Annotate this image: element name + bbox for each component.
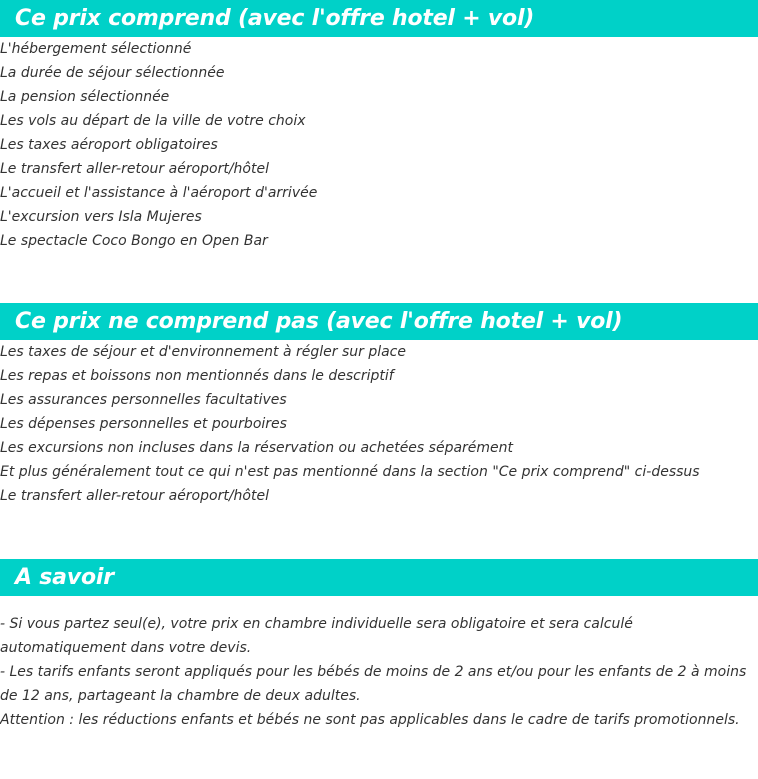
includes-list: [0, 37, 758, 253]
a-savoir-content: [0, 612, 758, 732]
list-item: L'hébergement sélectionné: [0, 41, 192, 57]
a-savoir-paragraph: - Les tarifs enfants seront appliqués pour les bébés de moins de 2 ans et/ou pour les enfants de 2 à moins de 12 ans, partageant la chambre de deux adultes.: [0, 664, 747, 704]
a-savoir-paragraph: - Si vous partez seul(e), votre prix en chambre individuelle sera obligatoire et sera calculé automatiquement dans votre devis.: [0, 616, 633, 656]
list-item: La pension sélectionnée: [0, 89, 170, 105]
a-savoir-paragraph: Attention : les réductions enfants et bébés ne sont pas applicables dans le cadre de tarifs promotionnels.: [0, 712, 740, 728]
list-item: Et plus généralement tout ce qui n'est pas mentionné dans la section "Ce prix comprend" ci-dessus: [0, 464, 700, 480]
list-item: Le transfert aller-retour aéroport/hôtel: [0, 161, 269, 177]
list-item: Les vols au départ de la ville de votre choix: [0, 113, 306, 129]
includes-title: Ce prix comprend (avec l'offre hotel + vol): [15, 6, 535, 31]
list-item: L'accueil et l'assistance à l'aéroport d'arrivée: [0, 185, 318, 201]
excludes-list: [0, 340, 758, 508]
list-item: L'excursion vers Isla Mujeres: [0, 209, 202, 225]
list-item: Les repas et boissons non mentionnés dans le descriptif: [0, 368, 394, 384]
list-item: Les taxes aéroport obligatoires: [0, 137, 218, 153]
excludes-header: [0, 303, 758, 340]
list-item: Le transfert aller-retour aéroport/hôtel: [0, 488, 269, 504]
list-item: La durée de séjour sélectionnée: [0, 65, 225, 81]
a-savoir-header: [0, 559, 758, 596]
excludes-title: Ce prix ne comprend pas (avec l'offre hotel + vol): [15, 309, 623, 334]
list-item: Les excursions non incluses dans la réservation ou achetées séparément: [0, 440, 514, 456]
a-savoir-title: A savoir: [15, 565, 114, 590]
list-item: Le spectacle Coco Bongo en Open Bar: [0, 233, 268, 249]
list-item: Les assurances personnelles facultatives: [0, 392, 287, 408]
list-item: Les dépenses personnelles et pourboires: [0, 416, 287, 432]
includes-header: [0, 0, 758, 37]
list-item: Les taxes de séjour et d'environnement à régler sur place: [0, 344, 406, 360]
